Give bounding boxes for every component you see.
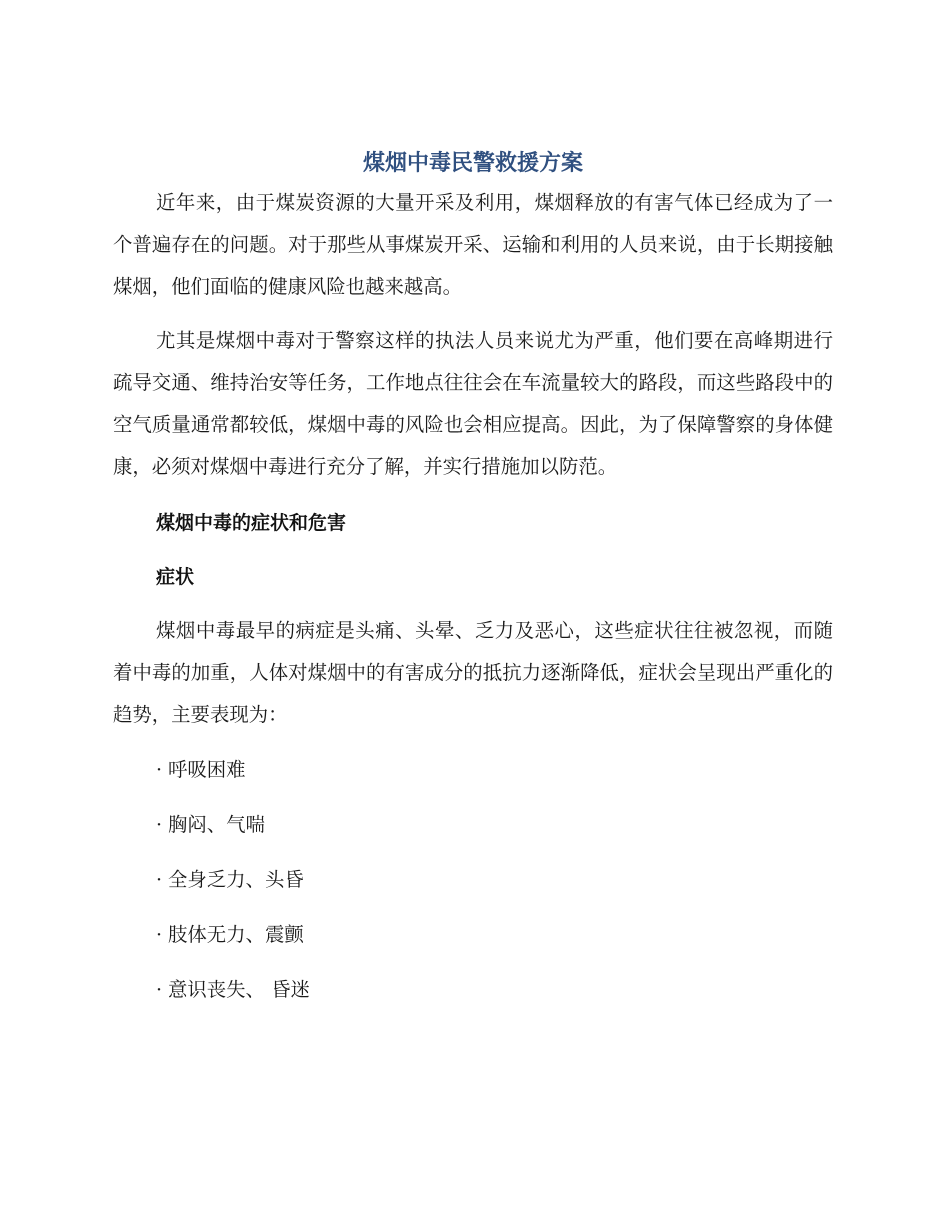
symptom-text: 意识丧失、 昏迷 — [168, 978, 310, 1001]
symptom-text: 胸闷、气喘 — [168, 813, 265, 836]
list-item — [113, 749, 833, 791]
list-item — [113, 859, 833, 901]
bullet-icon: · — [156, 979, 163, 1001]
symptoms-intro-paragraph: 煤烟中毒最早的病症是头痛、头晕、乏力及恶心，这些症状往往被忽视，而随着中毒的加重，人体对煤烟中的有害成分的抵抗力逐渐降低，症状会呈现出严重化的趋势，主要表现为： — [113, 619, 833, 726]
symptom-list — [113, 749, 833, 1011]
intro-paragraph: 近年来，由于煤炭资源的大量开采及利用，煤烟释放的有害气体已经成为了一个普遍存在的问题。对于那些从事煤炭开采、运输和利用的人员来说，由于长期接触煤烟，他们面临的健康风险也越来越高。 — [113, 191, 833, 298]
list-item — [113, 914, 833, 956]
list-item — [113, 804, 833, 846]
symptom-text: 呼吸困难 — [168, 758, 246, 781]
bullet-icon: · — [156, 759, 163, 781]
symptom-text: 肢体无力、震颤 — [168, 923, 304, 946]
list-item — [113, 969, 833, 1011]
document-body — [113, 146, 833, 1024]
bullet-icon: · — [156, 869, 163, 891]
subsection-heading-symptoms: 症状 — [156, 566, 195, 588]
bullet-icon: · — [156, 924, 163, 946]
symptom-text: 全身乏力、头昏 — [168, 868, 304, 891]
document-title: 煤烟中毒民警救援方案 — [362, 151, 583, 176]
police-risk-paragraph: 尤其是煤烟中毒对于警察这样的执法人员来说尤为严重，他们要在高峰期进行疏导交通、维持治安等任务，工作地点往往会在车流量较大的路段，而这些路段中的空气质量通常都较低，煤烟中毒的风险也会相应提高。因此，为了保障警察的身体健康，必须对煤烟中毒进行充分了解，并实行措施加以防范。 — [113, 329, 833, 478]
section-heading-symptoms-and-harm: 煤烟中毒的症状和危害 — [156, 512, 347, 534]
bullet-icon: · — [156, 814, 163, 836]
